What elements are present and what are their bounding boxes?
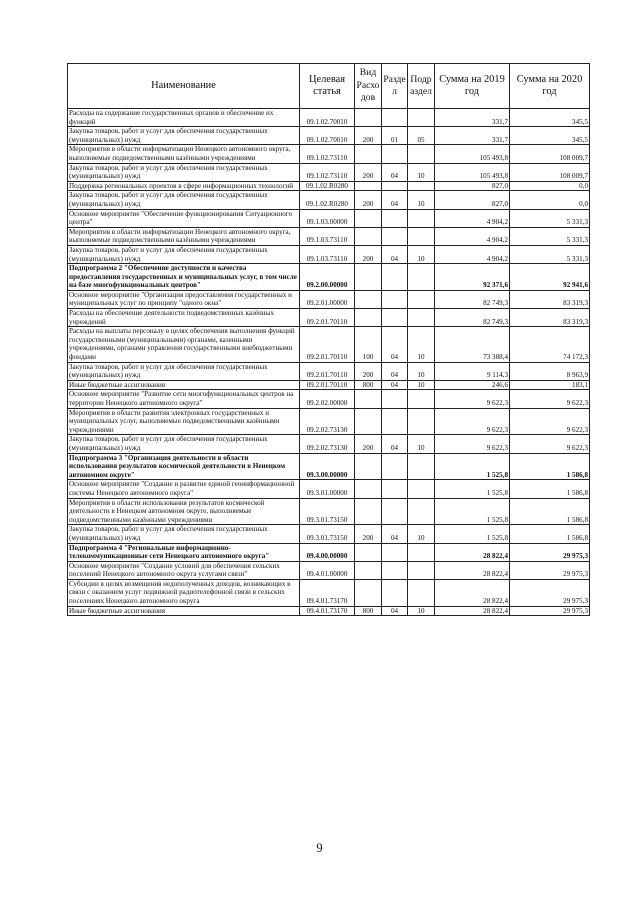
row-subsection: 05 (408, 127, 435, 145)
row-section (382, 209, 408, 227)
row-sum-2020: 5 331,3 (510, 209, 590, 227)
row-expense-type: 800 (355, 380, 382, 390)
row-sum-2020: 92 941,6 (510, 264, 590, 291)
row-subsection (408, 453, 435, 480)
table-row (68, 453, 590, 480)
row-target-code: 09.3.01.73150 (300, 498, 355, 525)
row-sum-2019: 82 749,3 (435, 309, 510, 327)
row-sum-2020: 108 009,7 (510, 145, 590, 163)
table-row (68, 362, 590, 380)
row-sum-2020: 74 172,3 (510, 327, 590, 362)
table-row (68, 408, 590, 435)
table-row (68, 245, 590, 263)
table-row (68, 380, 590, 390)
row-name: Основное мероприятие "Создание условий для обеспечения сельских поселений Ненецкого автономного округа услугами связи" (68, 561, 300, 579)
row-sum-2020: 8 963,9 (510, 362, 590, 380)
row-sum-2020: 9 622,3 (510, 390, 590, 408)
row-sum-2019: 9 622,3 (435, 408, 510, 435)
table-row (68, 163, 590, 181)
row-expense-type (355, 181, 382, 191)
row-sum-2020: 9 622,3 (510, 435, 590, 453)
row-name: Подпрограмма 2 "Обеспечение доступности и качества предоставления государственных и муниципальных услуг, в том числе на базе многофункциональных центров" (68, 264, 300, 291)
row-name: Иные бюджетные ассигнования (68, 380, 300, 390)
row-name: Субсидии в целях возмещения недополученных доходов, возникающих в связи с оказанием услуг подвижной радиотелефонной связи в сельских поселениях Ненецкого автономного округа (68, 579, 300, 606)
row-expense-type (355, 543, 382, 561)
row-subsection: 10 (408, 191, 435, 209)
header-section: Разде л (382, 64, 408, 109)
row-section: 04 (382, 327, 408, 362)
row-expense-type: 200 (355, 127, 382, 145)
row-expense-type (355, 264, 382, 291)
row-target-code: 09.2.02.73130 (300, 435, 355, 453)
row-sum-2020: 29 975,3 (510, 606, 590, 616)
row-target-code: 09.2.02.73130 (300, 408, 355, 435)
row-target-code: 09.1.03.73110 (300, 227, 355, 245)
row-target-code: 09.2.01.70110 (300, 362, 355, 380)
row-sum-2020: 29 975,3 (510, 579, 590, 606)
row-sum-2020: 345,5 (510, 109, 590, 127)
budget-table (67, 63, 590, 616)
row-sum-2019: 1 525,8 (435, 498, 510, 525)
table-row (68, 264, 590, 291)
row-subsection: 10 (408, 362, 435, 380)
row-section (382, 227, 408, 245)
row-name: Мероприятия в области развития электронных государственных и муниципальных услуг, выполняемые подведомственными казёнными учреждениями (68, 408, 300, 435)
table-row (68, 606, 590, 616)
row-sum-2019: 28 822,4 (435, 543, 510, 561)
row-sum-2019: 105 493,8 (435, 163, 510, 181)
row-name: Закупка товаров, работ и услуг для обеспечения государственных (муниципальных) нужд (68, 163, 300, 181)
row-subsection (408, 390, 435, 408)
row-section (382, 390, 408, 408)
row-name: Расходы на выплаты персоналу в целях обеспечения выполнения функций государственными (муниципальными) органами, казенными учреждениями, органами управления государственными внебюджетными фондами (68, 327, 300, 362)
row-sum-2019: 1 525,8 (435, 525, 510, 543)
row-subsection (408, 579, 435, 606)
row-sum-2020: 1 586,8 (510, 498, 590, 525)
row-sum-2019: 9 622,3 (435, 390, 510, 408)
row-sum-2020: 1 586,8 (510, 480, 590, 498)
row-target-code: 09.4.01.00000 (300, 561, 355, 579)
row-expense-type (355, 209, 382, 227)
row-section (382, 181, 408, 191)
row-section (382, 309, 408, 327)
table-row (68, 327, 590, 362)
row-sum-2020: 5 331,3 (510, 227, 590, 245)
row-name: Мероприятия в области информатизации Ненецкого автономного округа, выполняемые подведомственными казёнными учреждениями (68, 145, 300, 163)
row-name: Закупка товаров, работ и услуг для обеспечения государственных (муниципальных) нужд (68, 362, 300, 380)
row-subsection (408, 309, 435, 327)
row-sum-2019: 9 622,3 (435, 435, 510, 453)
row-sum-2019: 92 371,6 (435, 264, 510, 291)
row-sum-2020: 108 009,7 (510, 163, 590, 181)
row-sum-2019: 827,0 (435, 191, 510, 209)
row-section (382, 145, 408, 163)
row-subsection (408, 408, 435, 435)
row-section: 04 (382, 163, 408, 181)
row-expense-type (355, 498, 382, 525)
row-subsection: 10 (408, 606, 435, 616)
row-sum-2019: 28 822,4 (435, 606, 510, 616)
row-sum-2019: 9 114,3 (435, 362, 510, 380)
row-section: 04 (382, 191, 408, 209)
row-subsection: 10 (408, 327, 435, 362)
row-expense-type (355, 390, 382, 408)
row-subsection (408, 209, 435, 227)
row-sum-2019: 73 388,4 (435, 327, 510, 362)
row-section (382, 290, 408, 308)
row-section (382, 408, 408, 435)
row-target-code: 09.3.01.00000 (300, 480, 355, 498)
row-name: Расходы на обеспечение деятельности подведомственных казённых учреждений (68, 309, 300, 327)
row-subsection: 10 (408, 435, 435, 453)
row-sum-2019: 28 822,4 (435, 561, 510, 579)
row-name: Закупка товаров, работ и услуг для обеспечения государственных (муниципальных) нужд (68, 191, 300, 209)
row-target-code: 09.1.03.73110 (300, 245, 355, 263)
row-sum-2019: 827,0 (435, 181, 510, 191)
row-sum-2019: 331,7 (435, 109, 510, 127)
row-section (382, 579, 408, 606)
row-name: Основное мероприятие "Создание и развитие единой геоинформационной системы Ненецкого автономного округа" (68, 480, 300, 498)
row-subsection (408, 290, 435, 308)
row-sum-2020: 0,0 (510, 191, 590, 209)
row-sum-2019: 82 749,3 (435, 290, 510, 308)
row-subsection: 10 (408, 245, 435, 263)
row-target-code: 09.2.00.00000 (300, 264, 355, 291)
row-section (382, 561, 408, 579)
row-name: Подпрограмма 4 "Региональные информационно-телекоммуникационные сети Ненецкого автономного округа" (68, 543, 300, 561)
table-row (68, 498, 590, 525)
row-target-code: 09.4.01.73170 (300, 606, 355, 616)
row-sum-2020: 345,5 (510, 127, 590, 145)
row-subsection (408, 264, 435, 291)
row-sum-2020: 183,1 (510, 380, 590, 390)
table-row (68, 309, 590, 327)
row-subsection: 10 (408, 380, 435, 390)
row-target-code: 09.2.01.70110 (300, 327, 355, 362)
row-target-code: 09.1.02.73110 (300, 163, 355, 181)
row-target-code: 09.4.01.73170 (300, 579, 355, 606)
row-expense-type: 200 (355, 163, 382, 181)
budget-table-container (67, 63, 589, 616)
row-expense-type (355, 408, 382, 435)
row-subsection (408, 227, 435, 245)
row-name: Мероприятия в области использования результатов космической деятельности в Ненецком автономном округе, выполняемые подведомственными казёнными учреждениями (68, 498, 300, 525)
row-target-code: 09.2.01.00000 (300, 290, 355, 308)
row-target-code: 09.1.02.70010 (300, 127, 355, 145)
header-subsection: Подр аздел (408, 64, 435, 109)
row-sum-2019: 331,7 (435, 127, 510, 145)
row-name: Закупка товаров, работ и услуг для обеспечения государственных (муниципальных) нужд (68, 525, 300, 543)
table-row (68, 579, 590, 606)
row-sum-2020: 5 331,3 (510, 245, 590, 263)
row-target-code: 09.2.02.00000 (300, 390, 355, 408)
table-row (68, 561, 590, 579)
row-section: 04 (382, 245, 408, 263)
row-expense-type (355, 579, 382, 606)
row-sum-2019: 28 822,4 (435, 579, 510, 606)
row-sum-2020: 83 319,3 (510, 290, 590, 308)
row-expense-type: 200 (355, 245, 382, 263)
table-row (68, 390, 590, 408)
row-subsection: 10 (408, 525, 435, 543)
row-expense-type (355, 309, 382, 327)
row-target-code: 09.1.02.R0280 (300, 191, 355, 209)
row-target-code: 09.2.01.70110 (300, 380, 355, 390)
table-row (68, 480, 590, 498)
row-target-code: 09.2.01.70110 (300, 309, 355, 327)
row-expense-type (355, 290, 382, 308)
row-target-code: 09.1.03.00000 (300, 209, 355, 227)
row-subsection (408, 498, 435, 525)
table-row (68, 290, 590, 308)
row-sum-2020: 9 622,3 (510, 408, 590, 435)
row-expense-type (355, 561, 382, 579)
row-name: Подпрограмма 3 "Организация деятельности в области использования результатов космической деятельности в Ненецком автономном округе" (68, 453, 300, 480)
row-sum-2019: 4 904,2 (435, 209, 510, 227)
table-row (68, 191, 590, 209)
row-subsection (408, 543, 435, 561)
row-name: Иные бюджетные ассигнования (68, 606, 300, 616)
row-section (382, 264, 408, 291)
row-expense-type (355, 453, 382, 480)
row-expense-type: 200 (355, 191, 382, 209)
row-sum-2019: 1 525,8 (435, 453, 510, 480)
header-name: Наименование (68, 64, 300, 109)
row-name: Основное мероприятие "Организация предоставления государственных и муниципальных услуг по принципу "одного окна" (68, 290, 300, 308)
row-subsection (408, 480, 435, 498)
row-name: Расходы на содержание государственных органов и обеспечение их функций (68, 109, 300, 127)
row-section (382, 480, 408, 498)
row-sum-2019: 1 525,8 (435, 480, 510, 498)
header-sum-2020: Сумма на 2020 год (510, 64, 590, 109)
header-target: Целевая статья (300, 64, 355, 109)
row-sum-2019: 246,6 (435, 380, 510, 390)
row-subsection (408, 109, 435, 127)
row-expense-type: 100 (355, 327, 382, 362)
header-sum-2019: Сумма на 2019 год (435, 64, 510, 109)
row-section (382, 109, 408, 127)
table-row (68, 181, 590, 191)
row-target-code: 09.3.00.00000 (300, 453, 355, 480)
row-section: 04 (382, 435, 408, 453)
row-sum-2020: 1 586,8 (510, 525, 590, 543)
row-name: Мероприятия в области информатизации Ненецкого автономного округа, выполняемые подведомственными казёнными учреждениями (68, 227, 300, 245)
table-row (68, 127, 590, 145)
row-name: Основное мероприятие "Развитие сети многофункциональных центров на территории Ненецкого автономного округа" (68, 390, 300, 408)
row-section (382, 498, 408, 525)
row-section: 04 (382, 380, 408, 390)
row-expense-type: 200 (355, 435, 382, 453)
row-name: Основное мероприятие "Обеспечение функционирования Ситуационного центра" (68, 209, 300, 227)
row-sum-2020: 29 975,3 (510, 561, 590, 579)
row-section: 04 (382, 362, 408, 380)
header-type: Вид Расхо дов (355, 64, 382, 109)
row-subsection (408, 145, 435, 163)
table-header-row (68, 64, 590, 109)
table-row (68, 209, 590, 227)
table-row (68, 525, 590, 543)
row-expense-type: 200 (355, 362, 382, 380)
row-section: 04 (382, 606, 408, 616)
row-sum-2020: 0,0 (510, 181, 590, 191)
row-subsection (408, 181, 435, 191)
row-target-code: 09.1.02.73110 (300, 145, 355, 163)
row-expense-type (355, 227, 382, 245)
row-name: Закупка товаров, работ и услуг для обеспечения государственных (муниципальных) нужд (68, 245, 300, 263)
row-sum-2019: 105 493,8 (435, 145, 510, 163)
row-sum-2020: 83 319,3 (510, 309, 590, 327)
row-target-code: 09.1.02.70010 (300, 109, 355, 127)
row-name: Поддержка региональных проектов в сфере информационных технологий (68, 181, 300, 191)
row-target-code: 09.3.01.73150 (300, 525, 355, 543)
row-sum-2020: 29 975,3 (510, 543, 590, 561)
row-expense-type (355, 145, 382, 163)
row-sum-2020: 1 586,8 (510, 453, 590, 480)
row-target-code: 09.4.00.00000 (300, 543, 355, 561)
row-target-code: 09.1.02.R0280 (300, 181, 355, 191)
row-section: 01 (382, 127, 408, 145)
row-subsection (408, 561, 435, 579)
row-section (382, 453, 408, 480)
row-sum-2019: 4 904,2 (435, 245, 510, 263)
table-row (68, 145, 590, 163)
table-body (68, 109, 590, 616)
table-row (68, 435, 590, 453)
row-section (382, 543, 408, 561)
row-expense-type: 200 (355, 525, 382, 543)
row-expense-type (355, 480, 382, 498)
table-row (68, 543, 590, 561)
row-sum-2019: 4 904,2 (435, 227, 510, 245)
row-name: Закупка товаров, работ и услуг для обеспечения государственных (муниципальных) нужд (68, 435, 300, 453)
row-expense-type (355, 109, 382, 127)
page-number: 9 (316, 841, 323, 855)
row-name: Закупка товаров, работ и услуг для обеспечения государственных (муниципальных) нужд (68, 127, 300, 145)
table-row (68, 227, 590, 245)
row-section: 04 (382, 525, 408, 543)
row-expense-type: 800 (355, 606, 382, 616)
row-subsection: 10 (408, 163, 435, 181)
table-row (68, 109, 590, 127)
